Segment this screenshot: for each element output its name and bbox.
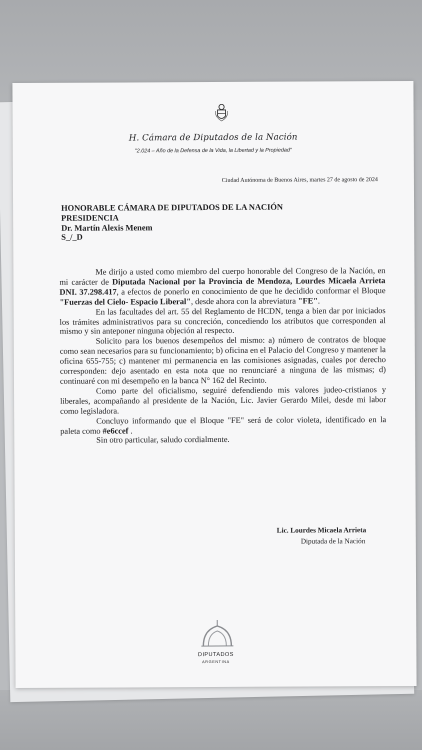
addressee-salutation: S_/_D bbox=[61, 233, 83, 243]
year-motto: "2.024 – Año de la Defensa de la Vida, la Libertad y la Propiedad" bbox=[134, 147, 292, 155]
signature-role: Diputada de la Nación bbox=[300, 537, 366, 546]
text-run: Me dirijo a usted como miembro del cuerpo honorable del Congreso de la Nación, en mi carácter de bbox=[59, 266, 386, 287]
letter-page bbox=[12, 81, 416, 688]
text-run: . bbox=[317, 296, 320, 306]
letter-body bbox=[59, 266, 386, 446]
bloc-name: "Fuerzas del Cielo- Espacio Liberal" bbox=[59, 296, 191, 307]
text-run: , desde ahora con la abreviatura bbox=[190, 296, 299, 306]
text-run: , a efectos de ponerlo en conocimiento de que he decidido conformar el Bloque bbox=[116, 285, 386, 297]
dateline: Ciudad Autónoma de Buenos Aires, martes 27 de agosto de 2024 bbox=[221, 177, 378, 184]
text-run: . bbox=[128, 425, 133, 435]
coat-of-arms-icon bbox=[215, 104, 229, 122]
addressee-line: HONORABLE CÁMARA DE DIPUTADOS DE LA NACIÓN bbox=[61, 202, 283, 213]
footer-logo-title: DIPUTADOS bbox=[197, 651, 234, 659]
signature-name: Lic. Lourdes Micaela Arrieta bbox=[276, 526, 367, 535]
paragraph-1 bbox=[59, 266, 385, 307]
paragraph-2: En las facultades del art. 55 del Reglamento de HCDN, tenga a bien dar por iniciados los trámites administrativos para su concreción, concediendo los atributos que corresponden al mismo y sin anteponer ninguna objeción al respecto. bbox=[59, 305, 386, 337]
text-run-bold: Diputada Nacional por la Provincia de Mendoza, Lourdes Micaela Arrieta DNI. 37.298.417 bbox=[59, 276, 386, 297]
dome-logo-icon bbox=[197, 618, 237, 650]
text-run: Concluyo informando que el Bloque "FE" será de color violeta, identificado en la paleta como bbox=[60, 414, 387, 436]
paragraph-5 bbox=[60, 415, 386, 437]
footer-logo-subtitle: ARGENTINA bbox=[202, 659, 230, 665]
chamber-heading: H. Cámara de Diputados de la Nación bbox=[128, 132, 298, 144]
color-code: #e6ccef bbox=[102, 425, 129, 436]
addressee-line: PRESIDENCIA bbox=[61, 213, 119, 223]
paragraph-4: Como parte del oficialismo, seguiré defendiendo mis valores judeo-cristianos y liberales, acompañando al presidente de la Nación, Lic. Javier Gerardo Milei, desde mi labor como legisladora. bbox=[60, 384, 387, 416]
addressee-name: Dr. Martín Alexis Menem bbox=[61, 222, 153, 233]
paragraph-3: Solicito para los buenos desempeños del mismo: a) número de contratos de bloque como sean necesarios para su funcionamiento; b) oficina en el Palacio del Congreso y mantener la oficina 655-755; c) mantener mi permanencia en las comisiones asignadas, cuales por derecho corresponden: dejo asentado en esta nota que no renunciaré a ninguna de las mismas; d) continuaré con mi desempeño en la banca N° 162 del Recinto. bbox=[59, 335, 386, 386]
bloc-abbreviation: "FE" bbox=[298, 296, 318, 306]
paragraph-6: Sin otro particular, saludo cordialmente. bbox=[96, 435, 230, 446]
addressee-block bbox=[61, 202, 391, 243]
